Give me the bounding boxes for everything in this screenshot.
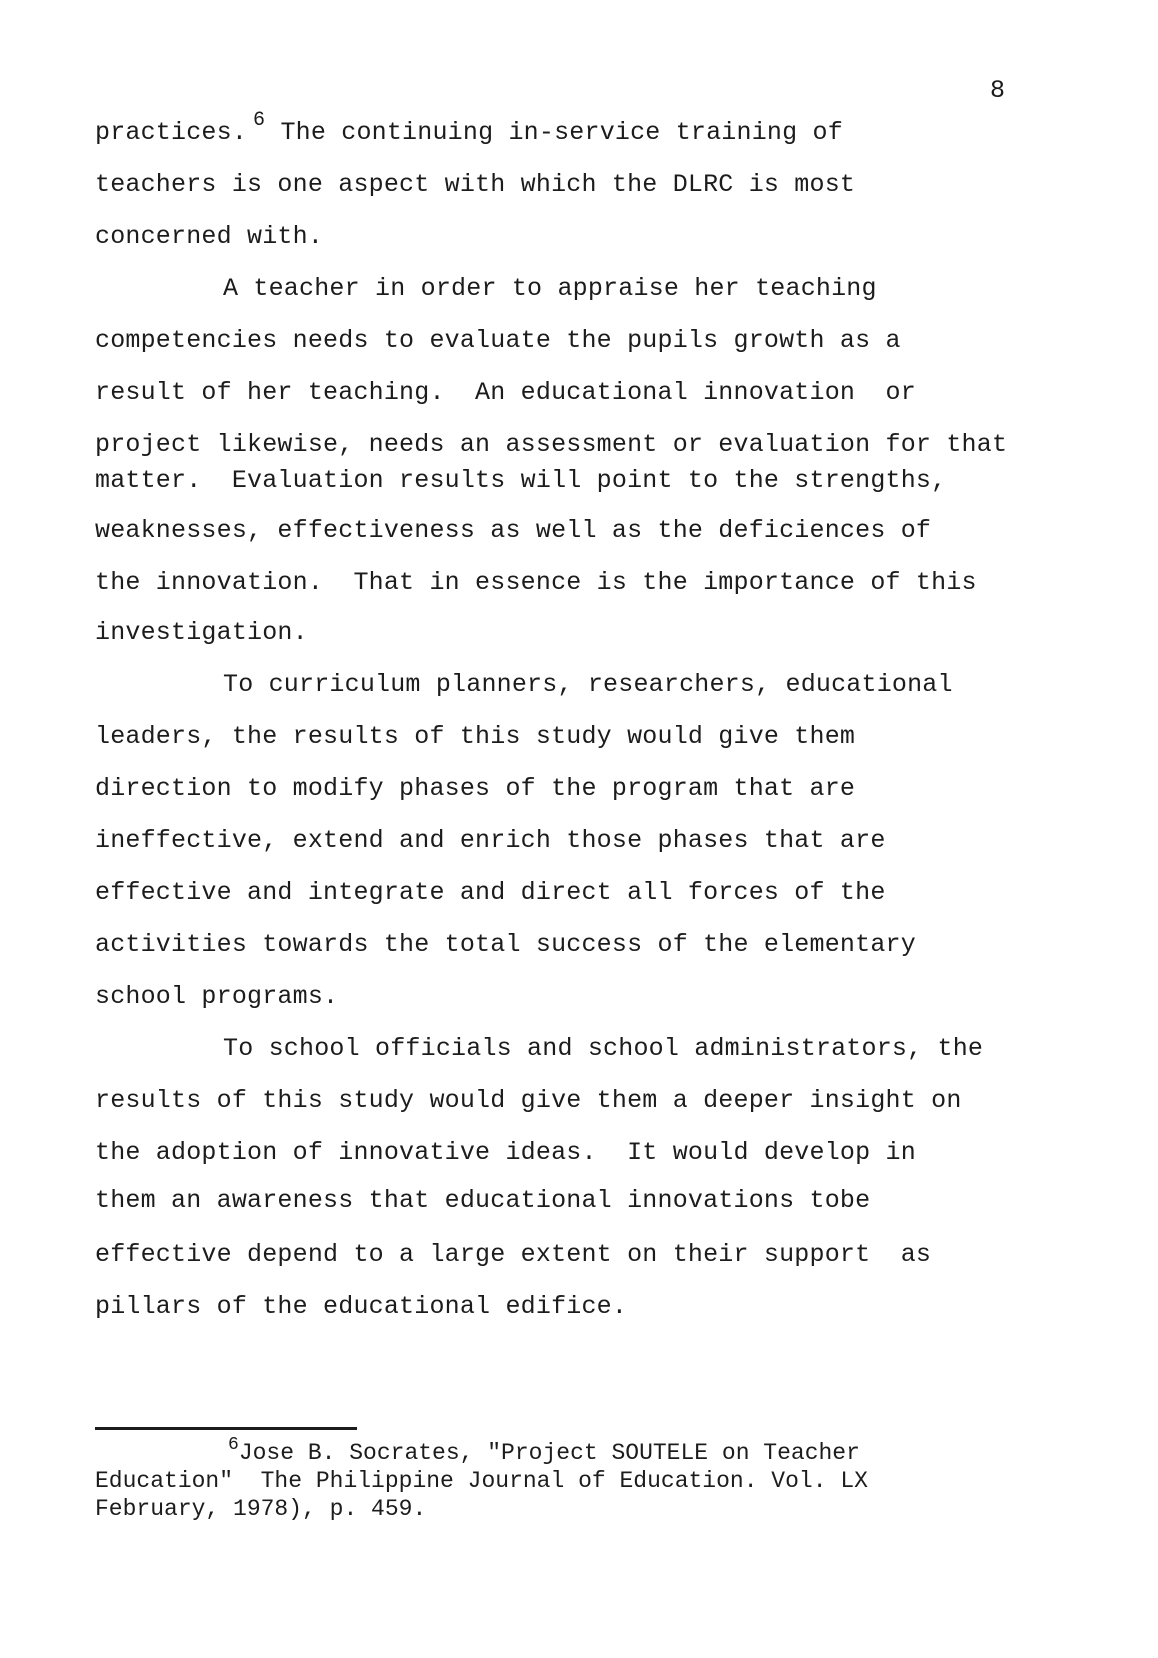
paragraph-start: A teacher in order to appraise her teaching (223, 274, 877, 303)
body-line: teachers is one aspect with which the DLRC is most (95, 170, 856, 199)
footnote-line-1: Jose B. Socrates, "Project SOUTELE on Teacher (238, 1440, 860, 1466)
paragraph-start: To school officials and school administrators, the (223, 1034, 984, 1063)
body-line: effective depend to a large extent on their support as (95, 1240, 932, 1269)
body-line: matter. Evaluation results will point to the strengths, (95, 466, 947, 495)
body-line: them an awareness that educational innovations tobe (95, 1186, 871, 1215)
body-line: pillars of the educational edifice. (95, 1292, 628, 1321)
body-line (95, 109, 843, 147)
body-line: direction to modify phases of the program that are (95, 774, 856, 803)
footnote-mark: 6 (228, 1435, 239, 1455)
body-line: weaknesses, effectiveness as well as the deficiences of (95, 516, 932, 545)
body-line: results of this study would give them a deeper insight on (95, 1086, 962, 1115)
body-line: effective and integrate and direct all forces of the (95, 878, 886, 907)
body-line: leaders, the results of this study would give them (95, 722, 856, 751)
footnote-divider (95, 1427, 357, 1430)
body-line-1-end: The continuing in-service training of (280, 118, 843, 147)
body-line: the innovation. That in essence is the importance of this (95, 568, 977, 597)
body-line: project likewise, needs an assessment or evaluation for that (95, 430, 1008, 459)
paragraph-start: To curriculum planners, researchers, educational (223, 670, 953, 699)
body-line: investigation. (95, 618, 308, 647)
body-line: concerned with. (95, 222, 324, 251)
body-line: result of her teaching. An educational innovation or (95, 378, 916, 407)
body-line: competencies needs to evaluate the pupils growth as a (95, 326, 901, 355)
body-line: school programs. (95, 982, 339, 1011)
body-line: activities towards the total success of the elementary (95, 930, 916, 959)
footnote-line: February, 1978), p. 459. (95, 1496, 427, 1522)
body-line-1-start: practices. (95, 118, 248, 147)
body-line: the adoption of innovative ideas. It would develop in (95, 1138, 916, 1167)
footnote-line: Education" The Philippine Journal of Education. Vol. LX (95, 1468, 868, 1494)
body-line: ineffective, extend and enrich those phases that are (95, 826, 886, 855)
footnote-reference: 6 (253, 109, 266, 132)
footnote-line (228, 1435, 860, 1466)
page-number: 8 (990, 76, 1006, 105)
